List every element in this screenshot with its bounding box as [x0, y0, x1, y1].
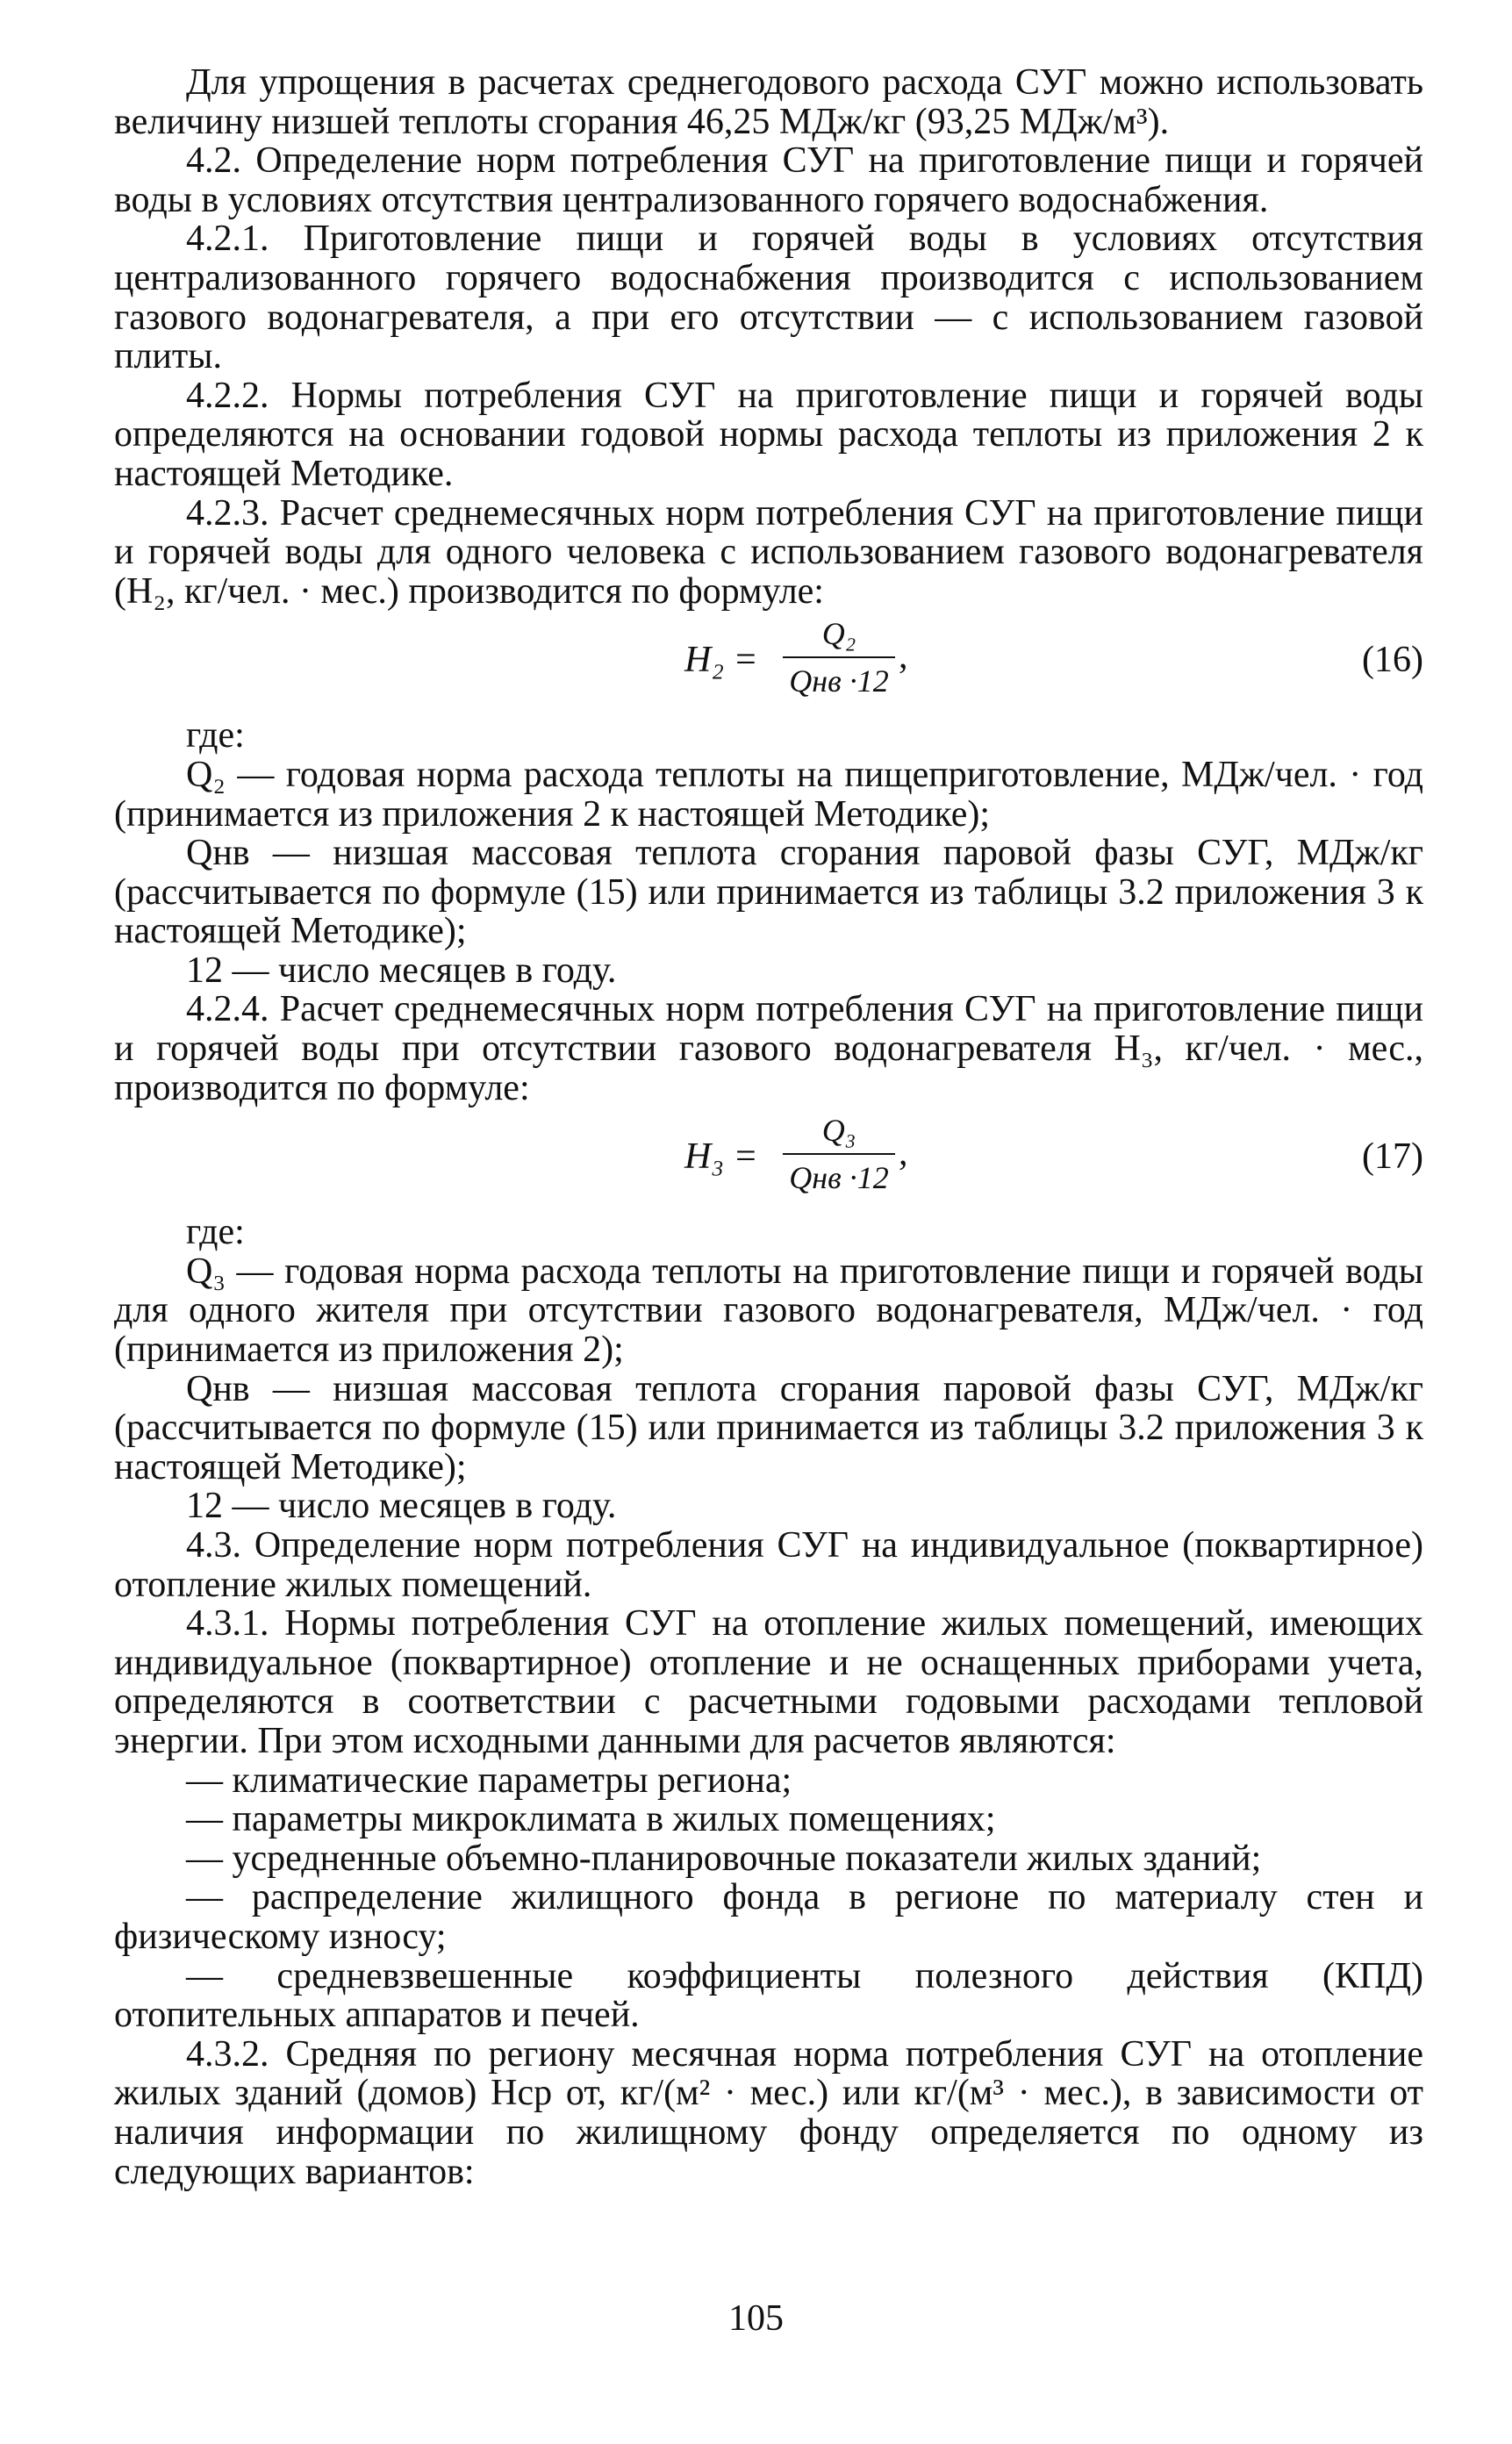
formula-comma: ,	[899, 1133, 908, 1174]
list-item: — распределение жилищного фонда в регионе по материалу стен и физическому износу;	[114, 1877, 1423, 1957]
paragraph: Для упрощения в расчетах среднегодового расхода СУГ можно использовать величину низшей теплоты сгорания 46,25 МДж/кг (93,25 МДж/м³).	[114, 62, 1423, 142]
formula-lhs: H₂ =	[684, 640, 758, 681]
paragraph-group-2	[114, 716, 1423, 1107]
paragraph: 12 — число месяцев в году.	[186, 1486, 617, 1527]
fraction	[783, 611, 895, 704]
numerator: Q₃	[821, 1113, 856, 1149]
paragraph: 4.3.1. Нормы потребления СУГ на отопление жилых помещений, имеющих индивидуальное (поквартирное) отопление и не оснащенных приборами учета, определяются в соответствии с расчетными годовыми расходами тепловой энергии. При этом исходными данными для расчетов являются:	[114, 1603, 1423, 1761]
equation-number: (16)	[1362, 640, 1423, 681]
denominator: Qнв ·12	[789, 663, 889, 699]
paragraph: 4.2.3. Расчет среднемесячных норм потребления СУГ на приготовление пищи и горячей воды для одного человека с использованием газового водонагревателя (Н₂, кг/чел. · мес.) производится по формуле:	[114, 492, 1423, 612]
formula-17	[114, 1107, 1423, 1213]
equation-number: (17)	[1362, 1136, 1423, 1178]
paragraph: 4.3.2. Средняя по региону месячная норма потребления СУГ на отопление жилых зданий (домов) Нср от, кг/(м² · мес.) или кг/(м³ · мес.), в зависимости от наличия информации по жилищному фонду определяется по одному из следующих вариантов:	[114, 2033, 1423, 2192]
paragraph: 4.2.2. Нормы потребления СУГ на приготовление пищи и горячей воды определяются на основании годовой нормы расхода теплоты из приложения 2 к настоящей Методике.	[114, 375, 1423, 494]
list-item: — климатические параметры региона;	[186, 1760, 792, 1801]
formula-16	[114, 611, 1423, 716]
formula-comma: ,	[899, 636, 908, 677]
fraction	[783, 1107, 895, 1200]
paragraph: 12 — число месяцев в году.	[186, 950, 617, 991]
formula-lhs: H₃ =	[684, 1136, 758, 1178]
denominator: Qнв ·12	[789, 1160, 889, 1196]
paragraph-group-1	[114, 63, 1423, 611]
page-number: 105	[728, 2298, 784, 2339]
paragraph: 4.2.4. Расчет среднемесячных норм потребления СУГ на приготовление пищи и горячей воды при отсутствии газового водонагревателя Н₃, кг/чел. · мес., производится по формуле:	[114, 989, 1423, 1108]
numerator: Q₂	[821, 616, 856, 652]
paragraph: Qнв — низшая массовая теплота сгорания паровой фазы СУГ, МДж/кг (рассчитывается по формуле (15) или принимается из таблицы 3.2 приложения 3 к настоящей Методике);	[114, 833, 1423, 952]
paragraph: 4.2.1. Приготовление пищи и горячей воды в условиях отсутствия централизованного горячего водоснабжения производится с использованием газового водонагревателя, а при его отсутствии — с использованием газовой плиты.	[114, 219, 1423, 377]
list-item: — параметры микроклимата в жилых помещениях;	[186, 1799, 996, 1840]
paragraph: Q₃ — годовая норма расхода теплоты на приготовление пищи и горячей воды для одного жителя при отсутствии газового водонагревателя, МДж/чел. · год (принимается из приложения 2);	[114, 1251, 1423, 1371]
paragraph: где:	[186, 1212, 245, 1253]
paragraph: где:	[186, 715, 245, 756]
paragraph-group-3	[114, 1213, 1423, 2191]
paragraph: Q₂ — годовая норма расхода теплоты на пищеприготовление, МДж/чел. · год (принимается из приложения 2 к настоящей Методике);	[114, 754, 1423, 835]
paragraph: 4.2. Определение норм потребления СУГ на приготовление пищи и горячей воды в условиях отсутствия централизованного горячего водоснабжения.	[114, 140, 1423, 220]
paragraph: 4.3. Определение норм потребления СУГ на индивидуальное (поквартирное) отопление жилых помещений.	[114, 1525, 1423, 1605]
page-body	[114, 63, 1423, 2191]
list-item: — средневзвешенные коэффициенты полезного действия (КПД) отопительных аппаратов и печей.	[114, 1955, 1423, 2036]
paragraph: Qнв — низшая массовая теплота сгорания паровой фазы СУГ, МДж/кг (рассчитывается по формуле (15) или принимается из таблицы 3.2 приложения 3 к настоящей Методике);	[114, 1368, 1423, 1487]
list-item: — усредненные объемно-планировочные показатели жилых зданий;	[186, 1838, 1262, 1879]
